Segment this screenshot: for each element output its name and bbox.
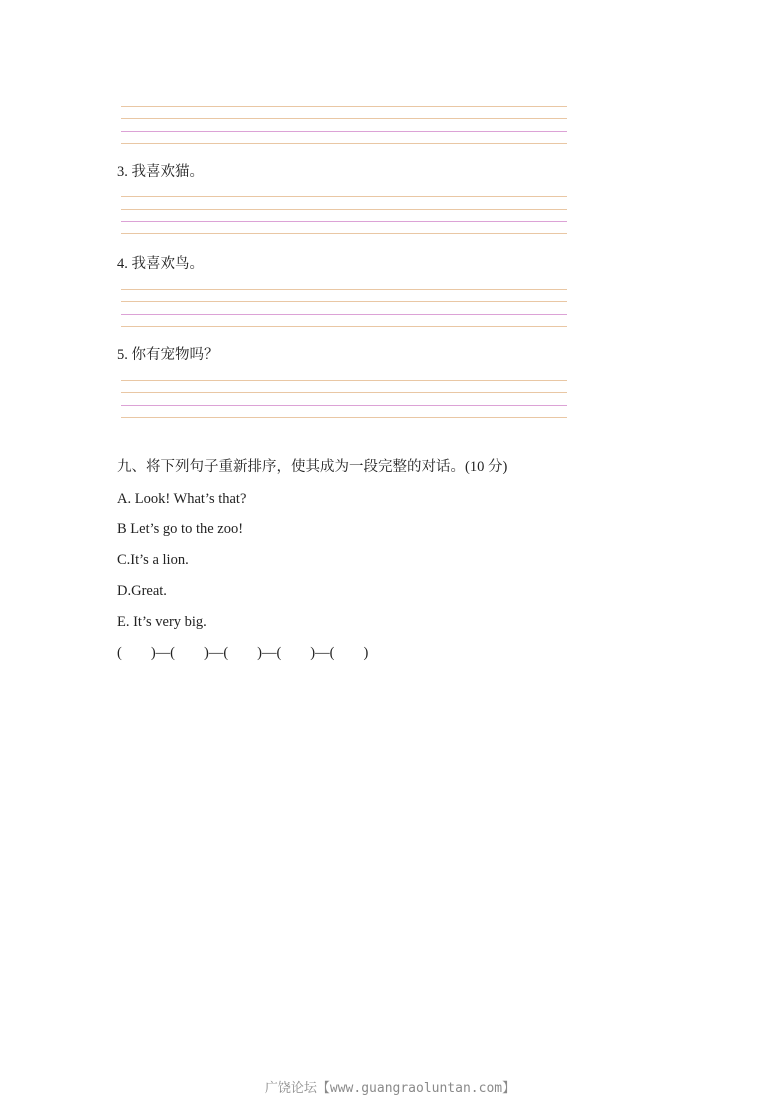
writing-lines-q2[interactable] — [121, 106, 567, 146]
writing-lines-q4[interactable] — [121, 289, 567, 329]
question-3: 3. 我喜欢猫。 — [117, 164, 204, 180]
guide-line — [121, 417, 567, 418]
question-4: 4. 我喜欢鸟。 — [117, 256, 204, 272]
writing-lines-q5[interactable] — [121, 380, 567, 420]
answer-blanks[interactable]: ( )—( )—( )—( )—( ) — [117, 645, 369, 661]
guide-line — [121, 301, 567, 302]
guide-line — [121, 118, 567, 119]
guide-line — [121, 233, 567, 234]
option-a: A. Look! What’s that? — [117, 491, 247, 507]
guide-line — [121, 143, 567, 144]
guide-line-pink — [121, 314, 567, 315]
guide-line-pink — [121, 405, 567, 406]
option-c: C.It’s a lion. — [117, 552, 189, 568]
option-d: D.Great. — [117, 583, 167, 599]
guide-line — [121, 106, 567, 107]
guide-line — [121, 289, 567, 290]
guide-line — [121, 196, 567, 197]
writing-lines-q3[interactable] — [121, 196, 567, 236]
footer-watermark: 广饶论坛【www.guangraoluntan.com】 — [264, 1081, 516, 1096]
option-b: B Let’s go to the zoo! — [117, 521, 244, 537]
question-5: 5. 你有宠物吗？ — [117, 347, 219, 363]
guide-line-pink — [121, 221, 567, 222]
guide-line — [121, 392, 567, 393]
guide-line-pink — [121, 131, 567, 132]
option-e: E. It’s very big. — [117, 614, 207, 630]
section-title: 九、将下列句子重新排序，使其成为一段完整的对话。(10 分) — [117, 459, 508, 475]
guide-line — [121, 326, 567, 327]
guide-line — [121, 209, 567, 210]
guide-line — [121, 380, 567, 381]
